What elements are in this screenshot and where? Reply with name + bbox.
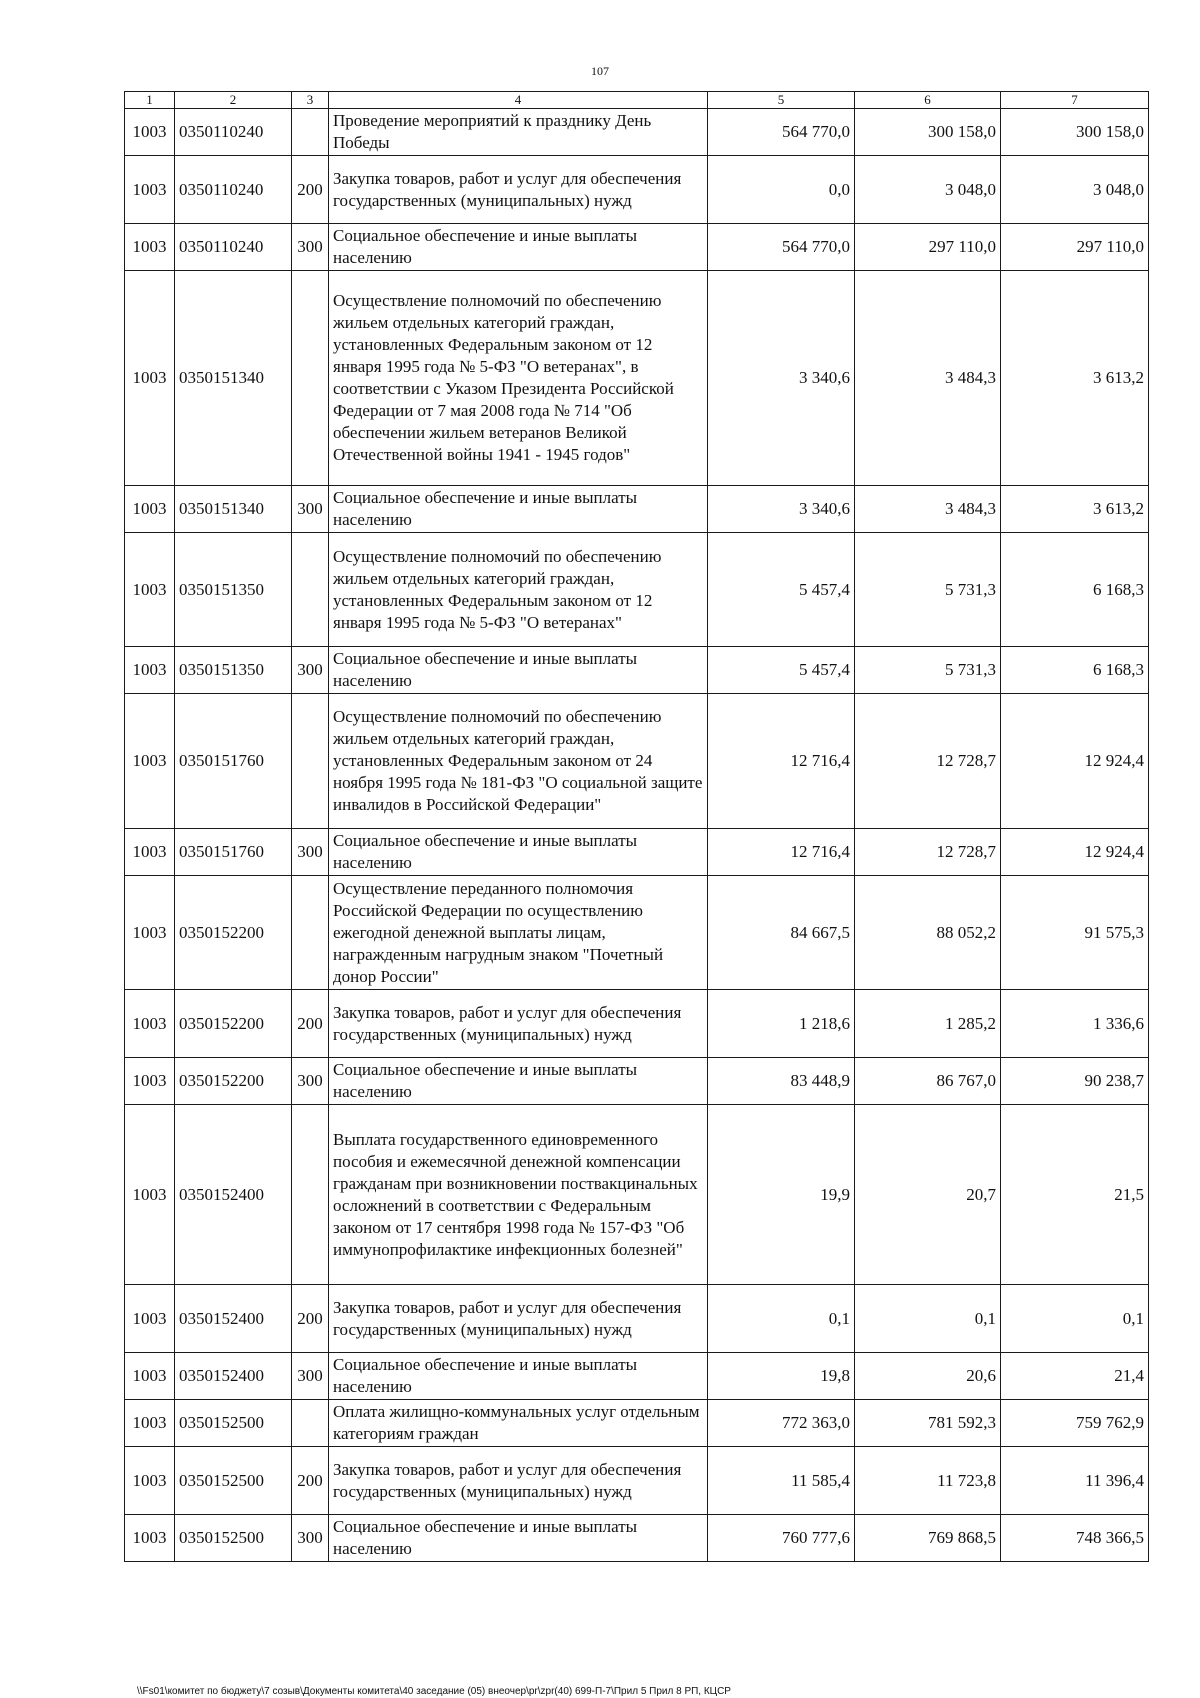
- expense-type-code: [292, 1400, 329, 1447]
- target-code: 0350110240: [175, 109, 292, 156]
- column-header: 2: [175, 92, 292, 109]
- table-row: [125, 1353, 1149, 1400]
- budget-table: [124, 91, 1149, 1562]
- item-name: Осуществление полномочий по обеспечению жильем отдельных категорий граждан, установленных Федеральным законом от 12 января 1995 года № 5-ФЗ "О ветеранах", в соответствии с Указом Президента Российской Федерации от 7 мая 2008 года № 714 "Об обеспечении жильем ветеранов Великой Отечественной войны 1941 - 1945 годов": [329, 271, 708, 486]
- expense-type-code: [292, 271, 329, 486]
- footer-file-path: \\Fs01\комитет по бюджету\7 созыв\Документы комитета\40 заседание (05) внеочер\pr\zpr(40) 699-П-7\Прил 5 Прил 8 РП, КЦСР: [137, 1686, 731, 1697]
- item-name: Социальное обеспечение и иные выплаты населению: [329, 1515, 708, 1562]
- item-name: Осуществление полномочий по обеспечению жильем отдельных категорий граждан, установленных Федеральным законом от 12 января 1995 года № 5-ФЗ "О ветеранах": [329, 533, 708, 647]
- target-code: 0350152200: [175, 876, 292, 990]
- item-name: Проведение мероприятий к празднику День Победы: [329, 109, 708, 156]
- section-code: 1003: [125, 876, 175, 990]
- item-name: Социальное обеспечение и иные выплаты населению: [329, 1353, 708, 1400]
- amount-col6: 300 158,0: [855, 109, 1001, 156]
- amount-col5: 564 770,0: [708, 109, 855, 156]
- amount-col6: 12 728,7: [855, 694, 1001, 829]
- expense-type-code: 300: [292, 1058, 329, 1105]
- item-name: Закупка товаров, работ и услуг для обеспечения государственных (муниципальных) нужд: [329, 156, 708, 224]
- expense-type-code: [292, 109, 329, 156]
- amount-col5: 0,0: [708, 156, 855, 224]
- amount-col7: 3 613,2: [1001, 271, 1149, 486]
- section-code: 1003: [125, 1058, 175, 1105]
- amount-col5: 11 585,4: [708, 1447, 855, 1515]
- amount-col7: 759 762,9: [1001, 1400, 1149, 1447]
- target-code: 0350152400: [175, 1285, 292, 1353]
- table-row: [125, 1515, 1149, 1562]
- amount-col5: 5 457,4: [708, 533, 855, 647]
- item-name: Социальное обеспечение и иные выплаты населению: [329, 224, 708, 271]
- table-row: [125, 486, 1149, 533]
- expense-type-code: [292, 876, 329, 990]
- section-code: 1003: [125, 694, 175, 829]
- amount-col5: 19,9: [708, 1105, 855, 1285]
- amount-col5: 0,1: [708, 1285, 855, 1353]
- expense-type-code: 200: [292, 1285, 329, 1353]
- amount-col6: 20,6: [855, 1353, 1001, 1400]
- target-code: 0350152500: [175, 1400, 292, 1447]
- section-code: 1003: [125, 990, 175, 1058]
- table-row: [125, 109, 1149, 156]
- amount-col7: 21,4: [1001, 1353, 1149, 1400]
- item-name: Осуществление полномочий по обеспечению жильем отдельных категорий граждан, установленных Федеральным законом от 24 ноября 1995 года № 181-ФЗ "О социальной защите инвалидов в Российской Федерации": [329, 694, 708, 829]
- section-code: 1003: [125, 486, 175, 533]
- target-code: 0350110240: [175, 156, 292, 224]
- amount-col7: 1 336,6: [1001, 990, 1149, 1058]
- amount-col7: 300 158,0: [1001, 109, 1149, 156]
- amount-col6: 781 592,3: [855, 1400, 1001, 1447]
- expense-type-code: 300: [292, 647, 329, 694]
- amount-col6: 5 731,3: [855, 647, 1001, 694]
- amount-col6: 3 048,0: [855, 156, 1001, 224]
- expense-type-code: [292, 533, 329, 647]
- table-row: [125, 1400, 1149, 1447]
- expense-type-code: 300: [292, 1515, 329, 1562]
- amount-col7: 6 168,3: [1001, 647, 1149, 694]
- amount-col5: 5 457,4: [708, 647, 855, 694]
- table-row: [125, 1285, 1149, 1353]
- section-code: 1003: [125, 1400, 175, 1447]
- amount-col5: 1 218,6: [708, 990, 855, 1058]
- amount-col5: 12 716,4: [708, 694, 855, 829]
- item-name: Закупка товаров, работ и услуг для обеспечения государственных (муниципальных) нужд: [329, 1447, 708, 1515]
- expense-type-code: 200: [292, 990, 329, 1058]
- target-code: 0350151350: [175, 647, 292, 694]
- amount-col6: 20,7: [855, 1105, 1001, 1285]
- amount-col7: 297 110,0: [1001, 224, 1149, 271]
- amount-col7: 11 396,4: [1001, 1447, 1149, 1515]
- amount-col7: 748 366,5: [1001, 1515, 1149, 1562]
- section-code: 1003: [125, 156, 175, 224]
- table-row: [125, 156, 1149, 224]
- amount-col5: 84 667,5: [708, 876, 855, 990]
- amount-col7: 0,1: [1001, 1285, 1149, 1353]
- table-row: [125, 647, 1149, 694]
- expense-type-code: 300: [292, 486, 329, 533]
- section-code: 1003: [125, 533, 175, 647]
- table-row: [125, 694, 1149, 829]
- amount-col7: 90 238,7: [1001, 1058, 1149, 1105]
- amount-col5: 3 340,6: [708, 271, 855, 486]
- table-row: [125, 1058, 1149, 1105]
- section-code: 1003: [125, 109, 175, 156]
- section-code: 1003: [125, 1353, 175, 1400]
- table-row: [125, 876, 1149, 990]
- item-name: Закупка товаров, работ и услуг для обеспечения государственных (муниципальных) нужд: [329, 990, 708, 1058]
- amount-col5: 12 716,4: [708, 829, 855, 876]
- target-code: 0350152200: [175, 1058, 292, 1105]
- column-header: 4: [329, 92, 708, 109]
- expense-type-code: 300: [292, 829, 329, 876]
- amount-col6: 86 767,0: [855, 1058, 1001, 1105]
- amount-col6: 11 723,8: [855, 1447, 1001, 1515]
- target-code: 0350151340: [175, 271, 292, 486]
- amount-col5: 760 777,6: [708, 1515, 855, 1562]
- target-code: 0350152500: [175, 1447, 292, 1515]
- item-name: Закупка товаров, работ и услуг для обеспечения государственных (муниципальных) нужд: [329, 1285, 708, 1353]
- target-code: 0350151760: [175, 694, 292, 829]
- amount-col6: 12 728,7: [855, 829, 1001, 876]
- item-name: Социальное обеспечение и иные выплаты населению: [329, 647, 708, 694]
- amount-col5: 772 363,0: [708, 1400, 855, 1447]
- column-number-row: [125, 92, 1149, 109]
- amount-col7: 12 924,4: [1001, 694, 1149, 829]
- amount-col7: 3 048,0: [1001, 156, 1149, 224]
- amount-col6: 3 484,3: [855, 486, 1001, 533]
- section-code: 1003: [125, 647, 175, 694]
- page-number: 107: [591, 64, 609, 78]
- amount-col6: 5 731,3: [855, 533, 1001, 647]
- table-row: [125, 533, 1149, 647]
- section-code: 1003: [125, 1515, 175, 1562]
- amount-col6: 1 285,2: [855, 990, 1001, 1058]
- amount-col7: 3 613,2: [1001, 486, 1149, 533]
- target-code: 0350110240: [175, 224, 292, 271]
- expense-type-code: 200: [292, 1447, 329, 1515]
- column-header: 5: [708, 92, 855, 109]
- table-row: [125, 271, 1149, 486]
- amount-col6: 297 110,0: [855, 224, 1001, 271]
- table-row: [125, 224, 1149, 271]
- table-row: [125, 1105, 1149, 1285]
- expense-type-code: [292, 694, 329, 829]
- amount-col6: 88 052,2: [855, 876, 1001, 990]
- amount-col5: 3 340,6: [708, 486, 855, 533]
- target-code: 0350151340: [175, 486, 292, 533]
- target-code: 0350151350: [175, 533, 292, 647]
- amount-col5: 83 448,9: [708, 1058, 855, 1105]
- amount-col6: 769 868,5: [855, 1515, 1001, 1562]
- expense-type-code: 300: [292, 224, 329, 271]
- amount-col7: 6 168,3: [1001, 533, 1149, 647]
- column-header: 1: [125, 92, 175, 109]
- amount-col5: 19,8: [708, 1353, 855, 1400]
- column-header: 3: [292, 92, 329, 109]
- amount-col6: 0,1: [855, 1285, 1001, 1353]
- expense-type-code: 200: [292, 156, 329, 224]
- target-code: 0350152500: [175, 1515, 292, 1562]
- section-code: 1003: [125, 224, 175, 271]
- target-code: 0350152400: [175, 1353, 292, 1400]
- expense-type-code: 300: [292, 1353, 329, 1400]
- amount-col5: 564 770,0: [708, 224, 855, 271]
- table-row: [125, 1447, 1149, 1515]
- amount-col7: 21,5: [1001, 1105, 1149, 1285]
- expense-type-code: [292, 1105, 329, 1285]
- column-header: 6: [855, 92, 1001, 109]
- item-name: Осуществление переданного полномочия Российской Федерации по осуществлению ежегодной денежной выплаты лицам, награжденным нагрудным знаком "Почетный донор России": [329, 876, 708, 990]
- item-name: Социальное обеспечение и иные выплаты населению: [329, 486, 708, 533]
- target-code: 0350152200: [175, 990, 292, 1058]
- amount-col7: 12 924,4: [1001, 829, 1149, 876]
- section-code: 1003: [125, 271, 175, 486]
- table-row: [125, 829, 1149, 876]
- column-header: 7: [1001, 92, 1149, 109]
- item-name: Оплата жилищно-коммунальных услуг отдельным категориям граждан: [329, 1400, 708, 1447]
- table-row: [125, 990, 1149, 1058]
- item-name: Выплата государственного единовременного пособия и ежемесячной денежной компенсации гражданам при возникновении поствакцинальных осложнений в соответствии с Федеральным законом от 17 сентября 1998 года № 157-ФЗ "Об иммунопрофилактике инфекционных болезней": [329, 1105, 708, 1285]
- amount-col7: 91 575,3: [1001, 876, 1149, 990]
- target-code: 0350151760: [175, 829, 292, 876]
- section-code: 1003: [125, 829, 175, 876]
- amount-col6: 3 484,3: [855, 271, 1001, 486]
- section-code: 1003: [125, 1105, 175, 1285]
- item-name: Социальное обеспечение и иные выплаты населению: [329, 829, 708, 876]
- section-code: 1003: [125, 1447, 175, 1515]
- target-code: 0350152400: [175, 1105, 292, 1285]
- item-name: Социальное обеспечение и иные выплаты населению: [329, 1058, 708, 1105]
- section-code: 1003: [125, 1285, 175, 1353]
